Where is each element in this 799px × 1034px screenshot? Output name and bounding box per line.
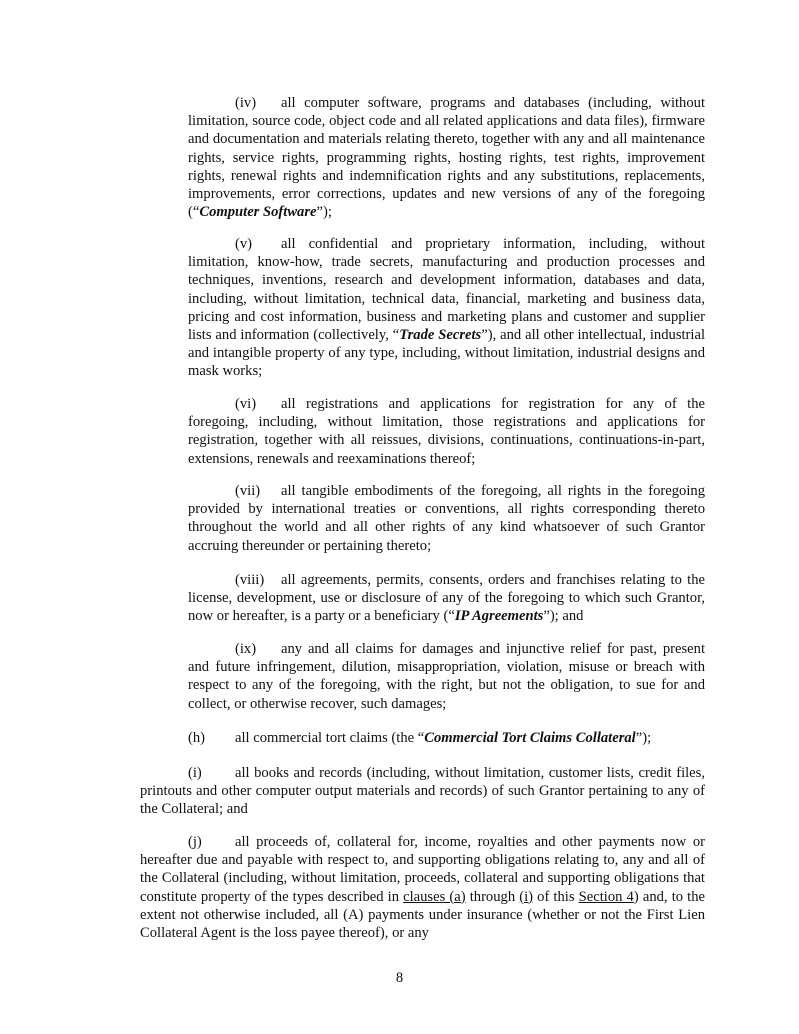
paragraph-viii [188, 571, 705, 626]
cross-reference-link: (i) [519, 888, 534, 905]
paragraph-label: (h) [188, 730, 206, 746]
paragraph-label: (viii) [235, 572, 265, 588]
paragraph-h [140, 729, 705, 747]
paragraph-j [140, 833, 705, 942]
defined-term: Commercial Tort Claims Collateral [424, 730, 636, 746]
page-number: 8 [395, 970, 404, 986]
paragraph-text: through [465, 888, 520, 905]
paragraph-text: all computer software, programs and databases (including, without limitation, source code, object code and all related applications and data files), firmware and documentation and materials relating thereto, together with any and all maintenance rights, service rights, programming rights, hosting rights, test rights, improvement rights, renewal rights and indemnification rights and any substitutions, replacements, improvements, error corrections, updates and new versions of any of the foregoing (“ [188, 95, 705, 221]
paragraph-label: (i) [188, 765, 202, 781]
paragraph-vii [188, 482, 705, 555]
paragraph-label: (v) [235, 236, 253, 252]
paragraph-text: ”); and [543, 608, 584, 625]
cross-reference-link: Section 4 [578, 888, 634, 905]
paragraph-text: all registrations and applications for registration for any of the foregoing, including, without limitation, those registrations and applications for registration, together with all reissues, divisions, continuations, continuations-in-part, extensions, renewals and reexaminations thereof; [188, 396, 705, 467]
paragraph-text: ”), and all other intellectual, industrial and intangible property of any type, including, without limitation, industrial designs and mask works; [188, 327, 705, 380]
paragraph-text: any and all claims for damages and injunctive relief for past, present and future infringement, dilution, misappropriation, violation, misuse or breach with respect to any of the foregoing, with the right, but not the obligation, to sue for and collect, or otherwise recover, such damages; [188, 641, 705, 712]
paragraph-text: all confidential and proprietary information, including, without limitation, know-how, trade secrets, manufacturing and production processes and techniques, inventions, research and development information, databases and data, including, without limitation, technical data, financial, marketing and business data, pricing and cost information, business and marketing plans and customer and supplier lists and information (collectively, “ [188, 236, 705, 344]
paragraph-iv [188, 94, 705, 221]
paragraph-label: (ix) [235, 641, 257, 657]
paragraph-label: (j) [188, 834, 202, 850]
defined-term: Computer Software [199, 204, 317, 221]
cross-reference-link: clauses (a) [403, 888, 466, 905]
paragraph-text: ) and, to the extent not otherwise included, all (A) payments under insurance (whether or not the First Lien Collateral Agent is the loss payee thereof), or any [140, 888, 705, 942]
paragraph-label: (iv) [235, 95, 257, 111]
defined-term: Trade Secrets [399, 327, 482, 344]
paragraph-label: (vii) [235, 483, 261, 499]
paragraph-text: all books and records (including, without limitation, customer lists, credit files, printouts and other computer output materials and records) of such Grantor pertaining to any of the Collateral; and [140, 765, 705, 818]
paragraph-vi [188, 395, 705, 468]
paragraph-text: of this [533, 888, 579, 905]
paragraph-ix [188, 640, 705, 713]
paragraph-text: all tangible embodiments of the foregoing, all rights in the foregoing provided by international treaties or conventions, all rights corresponding thereto throughout the world and all other rights of any kind whatsoever of such Grantor accruing thereunder or pertaining thereto; [188, 483, 705, 554]
paragraph-text: all agreements, permits, consents, orders and franchises relating to the license, development, use or disclosure of any of the foregoing to which such Grantor, now or hereafter, is a party or a beneficiary (“ [188, 572, 705, 625]
defined-term: IP Agreements [454, 608, 544, 625]
paragraph-i [140, 764, 705, 819]
paragraph-label: (vi) [235, 396, 257, 412]
paragraph-text: all commercial tort claims (the “ [235, 730, 425, 746]
paragraph-text: ”); [316, 204, 332, 221]
paragraph-text: ”); [635, 730, 652, 746]
paragraph-v [188, 235, 705, 381]
paragraph-text: all proceeds of, collateral for, income, royalties and other payments now or hereafter due and payable with respect to, and supporting obligations relating to, any and all of the Collateral (including, without limitation, proceeds, collateral and supporting obligations that constitute property of the types described in [140, 834, 705, 905]
